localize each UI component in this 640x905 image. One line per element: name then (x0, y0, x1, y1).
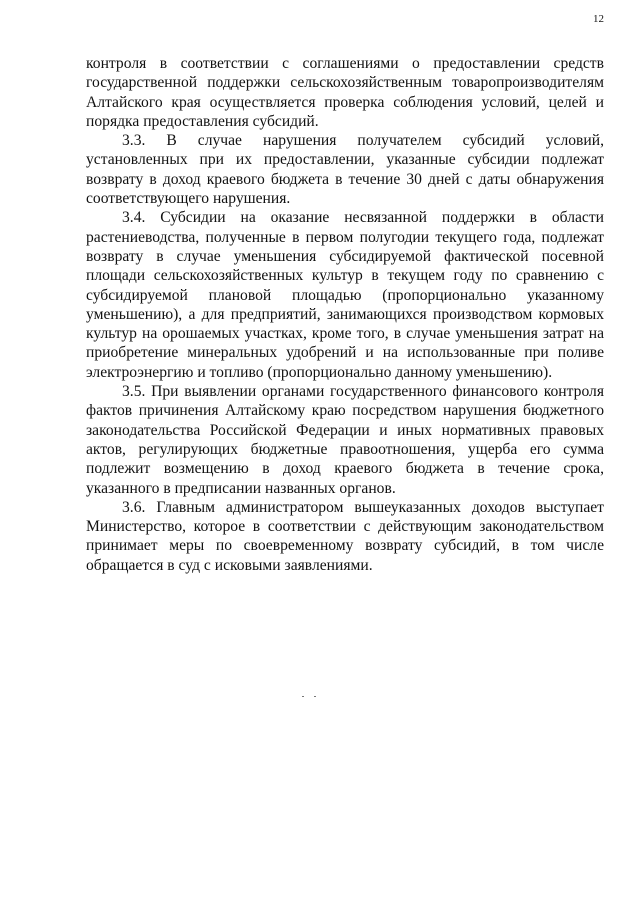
text-line: соответствующего нарушения. (86, 190, 291, 208)
text-line: обращается в суд с исковыми заявлениями. (86, 556, 373, 574)
text-line: указанного в предписании названных органов. (86, 479, 396, 497)
text-line: порядка предоставления субсидий. (86, 112, 319, 130)
text-line: площади сельскохозяйственных культур в текущем году по сравнению с (86, 267, 604, 285)
text-line: субсидируемой плановой площадью (пропорционально указанному (86, 286, 604, 304)
document-body (86, 54, 604, 575)
text-line: законодательства Российской Федерации и иных нормативных правовых (86, 421, 604, 439)
text-line: растениеводства, полученные в первом полугодии текущего года, подлежат (86, 228, 604, 246)
text-line: Алтайского края осуществляется проверка соблюдения условий, целей и (86, 93, 604, 111)
text-line: приобретение минеральных удобрений и на использованные при поливе (86, 344, 604, 362)
text-line: государственной поддержки сельскохозяйственным товаропроизводителям (86, 74, 604, 92)
paragraph-3-3 (86, 131, 604, 208)
text-line: уменьшению), а для предприятий, занимающихся производством кормовых (86, 305, 604, 323)
paragraph-3-4 (86, 208, 604, 382)
text-line: 3.6. Главным администратором вышеуказанных доходов выступает (122, 498, 604, 516)
text-line: 3.5. При выявлении органами государственного финансового контроля (122, 383, 604, 401)
scan-speck (300, 694, 320, 700)
paragraph-3-5 (86, 382, 604, 498)
text-line: установленных при их предоставлении, указанные субсидии подлежат (86, 151, 604, 169)
text-line: культур на орошаемых участках, кроме того, в случае уменьшения затрат на (86, 325, 604, 343)
text-line: возврату в случае уменьшения субсидируемой фактической посевной (86, 247, 604, 265)
text-line: подлежит возмещению в доход краевого бюджета в течение срока, (86, 460, 604, 478)
paragraph-3-6 (86, 498, 604, 575)
text-line: актов, регулирующих бюджетные правоотношения, ущерба его сумма (86, 440, 604, 458)
text-line: 3.4. Субсидии на оказание несвязанной поддержки в области (122, 209, 604, 227)
text-line: 3.3. В случае нарушения получателем субсидий условий, (122, 132, 604, 150)
text-line: фактов причинения Алтайскому краю посредством нарушения бюджетного (86, 402, 604, 420)
text-line: принимает меры по своевременному возврату субсидий, в том числе (86, 537, 604, 555)
page-number: 12 (593, 13, 604, 25)
paragraph-continuation (86, 54, 604, 131)
text-line: возврату в доход краевого бюджета в течение 30 дней с даты обнаружения (86, 170, 604, 188)
text-line: контроля в соответствии с соглашениями о предоставлении средств (86, 55, 604, 72)
text-line: Министерство, которое в соответствии с действующим законодательством (86, 518, 604, 536)
text-line: электроэнергию и топливо (пропорционально данному уменьшению). (86, 363, 553, 381)
